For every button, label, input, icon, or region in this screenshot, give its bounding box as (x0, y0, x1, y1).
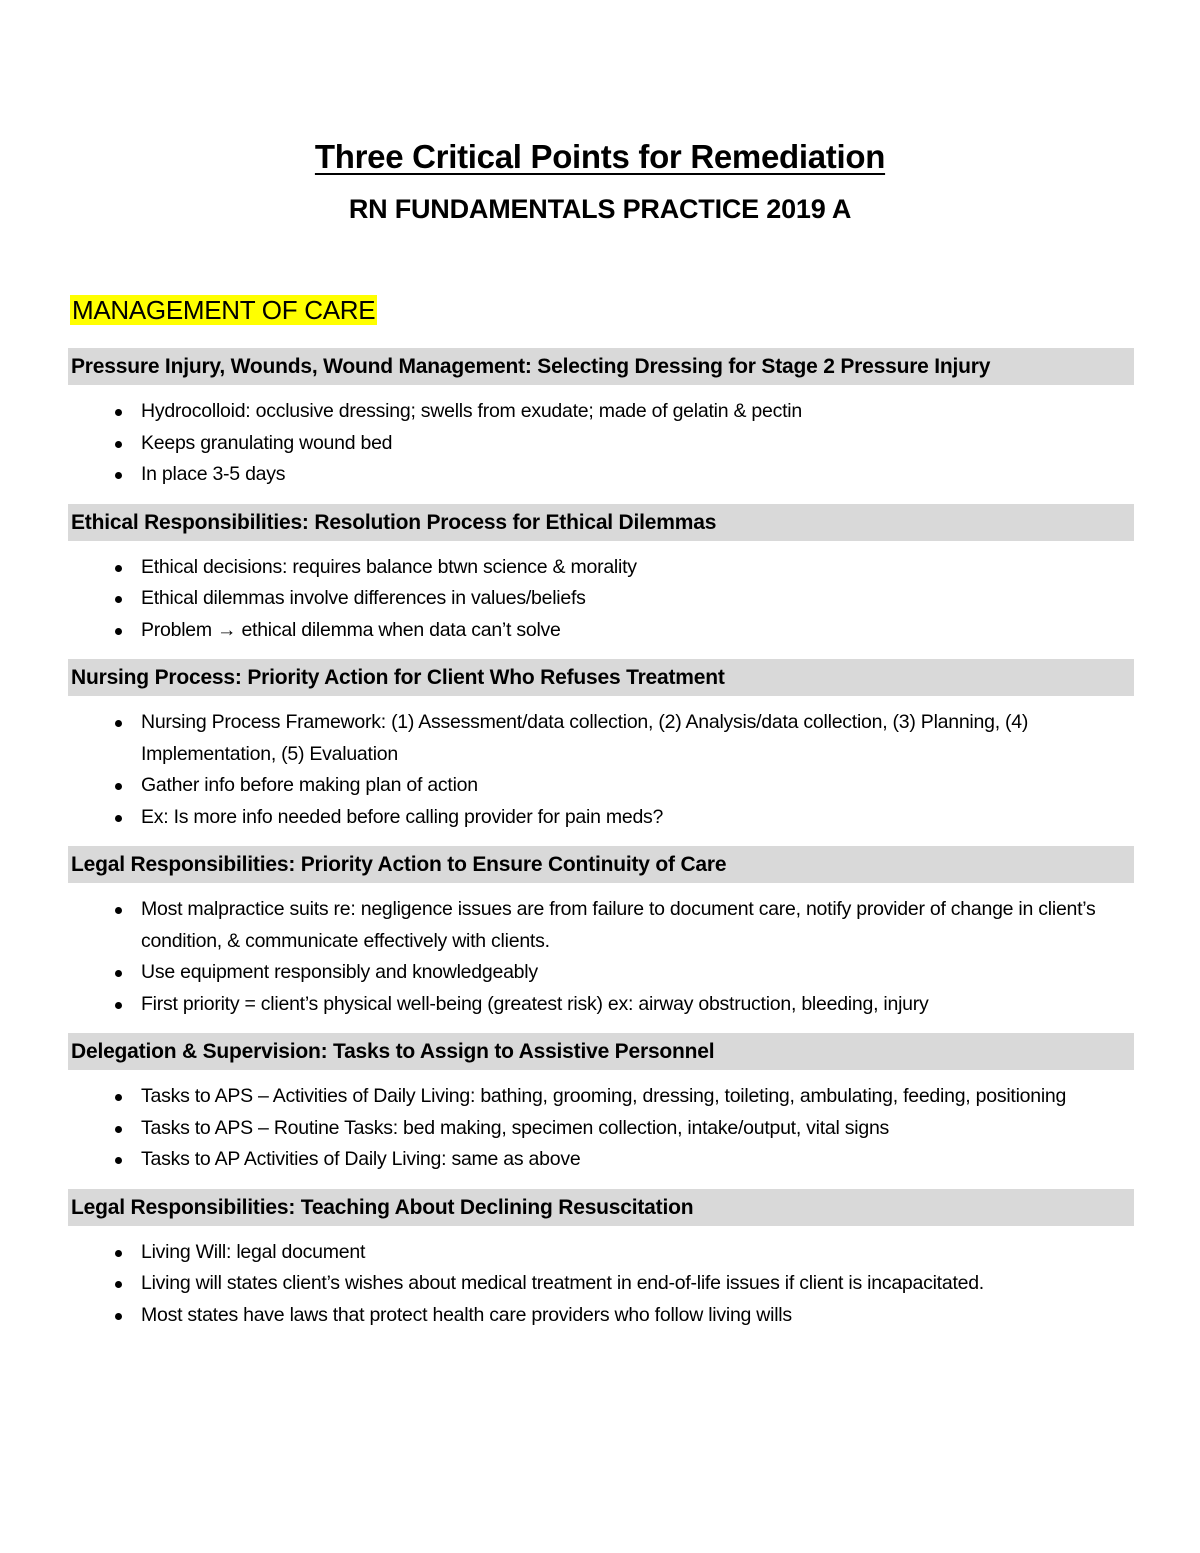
bullet-dot-icon (115, 1157, 122, 1164)
bullet-item (68, 1300, 1134, 1332)
topic-heading: Legal Responsibilities: Priority Action to Ensure Continuity of Care (68, 846, 1134, 883)
bullet-item (68, 707, 1134, 770)
bullet-text: Tasks to APS – Activities of Daily Living: bathing, grooming, dressing, toileting, ambulating, feeding, positioning (141, 1085, 1067, 1107)
bullet-text: Gather info before making plan of action (141, 774, 478, 796)
bullet-list (68, 1226, 1134, 1345)
bullet-text: Hydrocolloid: occlusive dressing; swells from exudate; made of gelatin & pectin (141, 400, 802, 422)
bullet-item (68, 1237, 1134, 1269)
bullet-text: Nursing Process Framework: (1) Assessment/data collection, (2) Analysis/data collection, (3) Planning, (4) Implementation, (5) Evaluation (141, 711, 1029, 765)
bullet-dot-icon (115, 970, 122, 977)
bullet-text: Tasks to APS – Routine Tasks: bed making, specimen collection, intake/output, vital signs (141, 1116, 890, 1139)
bullet-item (68, 459, 1134, 491)
bullet-text: Most malpractice suits re: negligence issues are from failure to document care, notify provider of change in client’s condition, & communicate effectively with clients. (141, 898, 1096, 952)
section-heading (70, 292, 377, 328)
bullet-dot-icon (115, 472, 122, 479)
bullet-item (68, 957, 1134, 989)
bullet-item (68, 1144, 1134, 1176)
bullet-item (68, 770, 1134, 802)
bullet-item (68, 552, 1134, 584)
topic-block (68, 1189, 1134, 1345)
bullet-dot-icon (115, 1250, 122, 1257)
bullet-text: Most states have laws that protect health care providers who follow living wills (141, 1303, 792, 1326)
bullet-item (68, 1268, 1134, 1300)
bullet-text: Tasks to AP Activities of Daily Living: same as above (141, 1148, 581, 1170)
topic-heading: Legal Responsibilities: Teaching About Declining Resuscitation (68, 1189, 1134, 1226)
topic-heading: Delegation & Supervision: Tasks to Assign to Assistive Personnel (68, 1033, 1134, 1070)
bullet-list (68, 1070, 1134, 1189)
bullet-text: Ex: Is more info needed before calling provider for pain meds? (141, 805, 664, 828)
bullet-item (68, 615, 1134, 647)
bullet-text: Ethical dilemmas involve differences in values/beliefs (141, 587, 586, 609)
bullet-text: Living Will: legal document (141, 1240, 366, 1263)
topic-heading: Ethical Responsibilities: Resolution Process for Ethical Dilemmas (68, 504, 1134, 541)
bullet-item (68, 428, 1134, 460)
bullet-list (68, 541, 1134, 660)
section-heading-text: MANAGEMENT OF CARE (72, 295, 376, 325)
bullet-dot-icon (115, 783, 122, 790)
bullet-item (68, 894, 1134, 957)
bullet-list (68, 696, 1134, 846)
bullet-text: Keeps granulating wound bed (141, 431, 393, 454)
bullet-dot-icon (115, 1126, 122, 1133)
bullet-dot-icon (115, 441, 122, 448)
bullet-list (68, 385, 1134, 504)
topic-heading: Nursing Process: Priority Action for Client Who Refuses Treatment (68, 659, 1134, 696)
bullet-dot-icon (115, 409, 122, 416)
bullet-item (68, 989, 1134, 1021)
bullet-text: In place 3-5 days (141, 463, 286, 485)
topic-block (68, 1033, 1134, 1189)
bullet-dot-icon (115, 907, 122, 914)
bullet-dot-icon (115, 815, 122, 822)
bullet-item (68, 396, 1134, 428)
bullet-dot-icon (115, 565, 122, 572)
bullet-dot-icon (115, 596, 122, 603)
topics-container (68, 348, 1134, 1344)
document-subtitle: RN FUNDAMENTALS PRACTICE 2019 A (348, 194, 852, 224)
bullet-text: Living will states client’s wishes about medical treatment in end-of-life issues if client is incapacitated. (141, 1272, 984, 1294)
topic-block (68, 348, 1134, 504)
bullet-text: First priority = client’s physical well-being (greatest risk) ex: airway obstruction, bleeding, injury (141, 992, 929, 1015)
topic-block (68, 504, 1134, 660)
bullet-text: Ethical decisions: requires balance btwn science & morality (141, 555, 637, 578)
bullet-item (68, 1081, 1134, 1113)
bullet-item (68, 802, 1134, 834)
bullet-item (68, 583, 1134, 615)
bullet-item (68, 1113, 1134, 1145)
bullet-dot-icon (115, 1313, 122, 1320)
bullet-dot-icon (115, 628, 122, 635)
topic-block (68, 659, 1134, 846)
bullet-dot-icon (115, 1281, 122, 1288)
topic-heading: Pressure Injury, Wounds, Wound Management: Selecting Dressing for Stage 2 Pressure Injury (68, 348, 1134, 385)
bullet-text: Problem → ethical dilemma when data can’t solve (141, 618, 561, 641)
topic-block (68, 846, 1134, 1033)
bullet-text: Use equipment responsibly and knowledgeably (141, 961, 538, 983)
bullet-dot-icon (115, 720, 122, 727)
bullet-dot-icon (115, 1002, 122, 1009)
bullet-dot-icon (115, 1094, 122, 1101)
bullet-list (68, 883, 1134, 1033)
document-title: Three Critical Points for Remediation (314, 138, 886, 175)
